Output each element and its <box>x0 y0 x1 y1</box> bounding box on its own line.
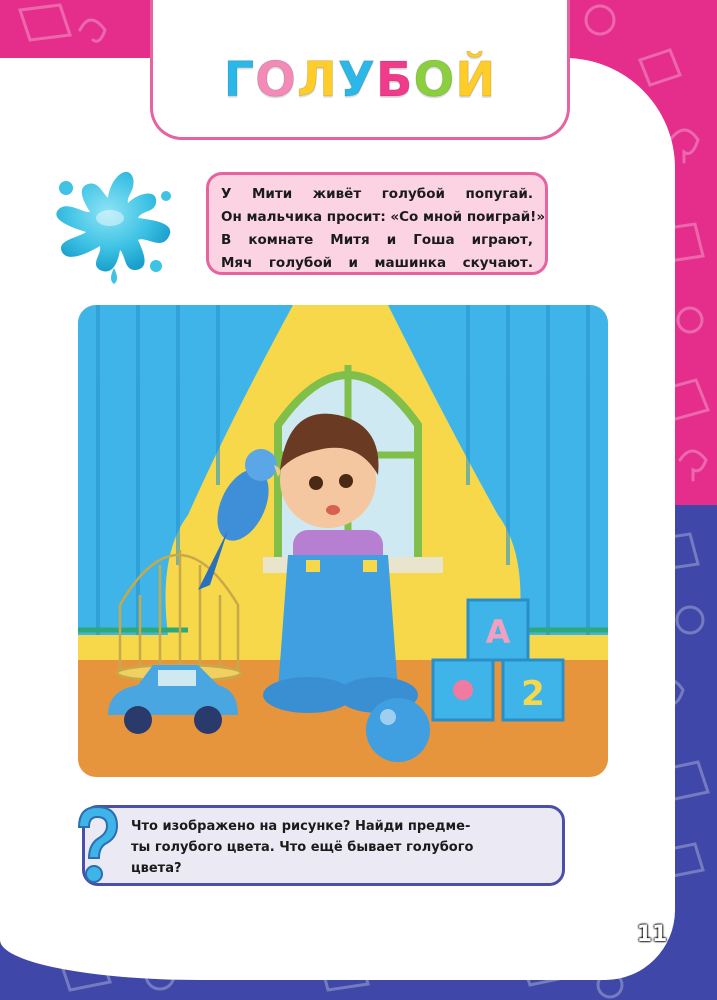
cube-letter: А <box>485 613 511 651</box>
question-line: цвета? <box>131 861 182 876</box>
illustration <box>78 305 608 777</box>
title-letter: Г <box>223 52 256 108</box>
question-box <box>82 805 565 886</box>
title-letter: Л <box>296 52 338 108</box>
question-line: ты голубого цвета. Что ещё бывает голубого <box>131 840 474 855</box>
title-letter: Й <box>455 52 497 108</box>
title-tab <box>150 0 570 140</box>
cube-number: 2 <box>521 674 545 714</box>
title-letter: У <box>337 52 376 108</box>
title-letter: О <box>255 52 297 108</box>
poem-box <box>206 172 548 275</box>
question-mark-icon <box>69 802 124 887</box>
poem-line: У Мити живёт голубой попугай. <box>221 186 533 202</box>
question-line: Что изображено на рисунке? Найди предме- <box>131 819 471 834</box>
title-letter: О <box>413 52 456 108</box>
poem-line: Мяч голубой и машинка скучают. <box>221 255 533 271</box>
question-text <box>131 816 551 879</box>
poem-line: В комнате Митя и Гоша играют, <box>221 232 533 248</box>
page-title <box>153 52 567 108</box>
title-letter: Б <box>375 52 414 108</box>
poem-line: Он мальчика просит: «Со мной поиграй!» <box>221 209 546 225</box>
page-number: 11 <box>636 922 668 947</box>
paint-splash-icon <box>38 158 188 286</box>
ball <box>366 698 430 762</box>
